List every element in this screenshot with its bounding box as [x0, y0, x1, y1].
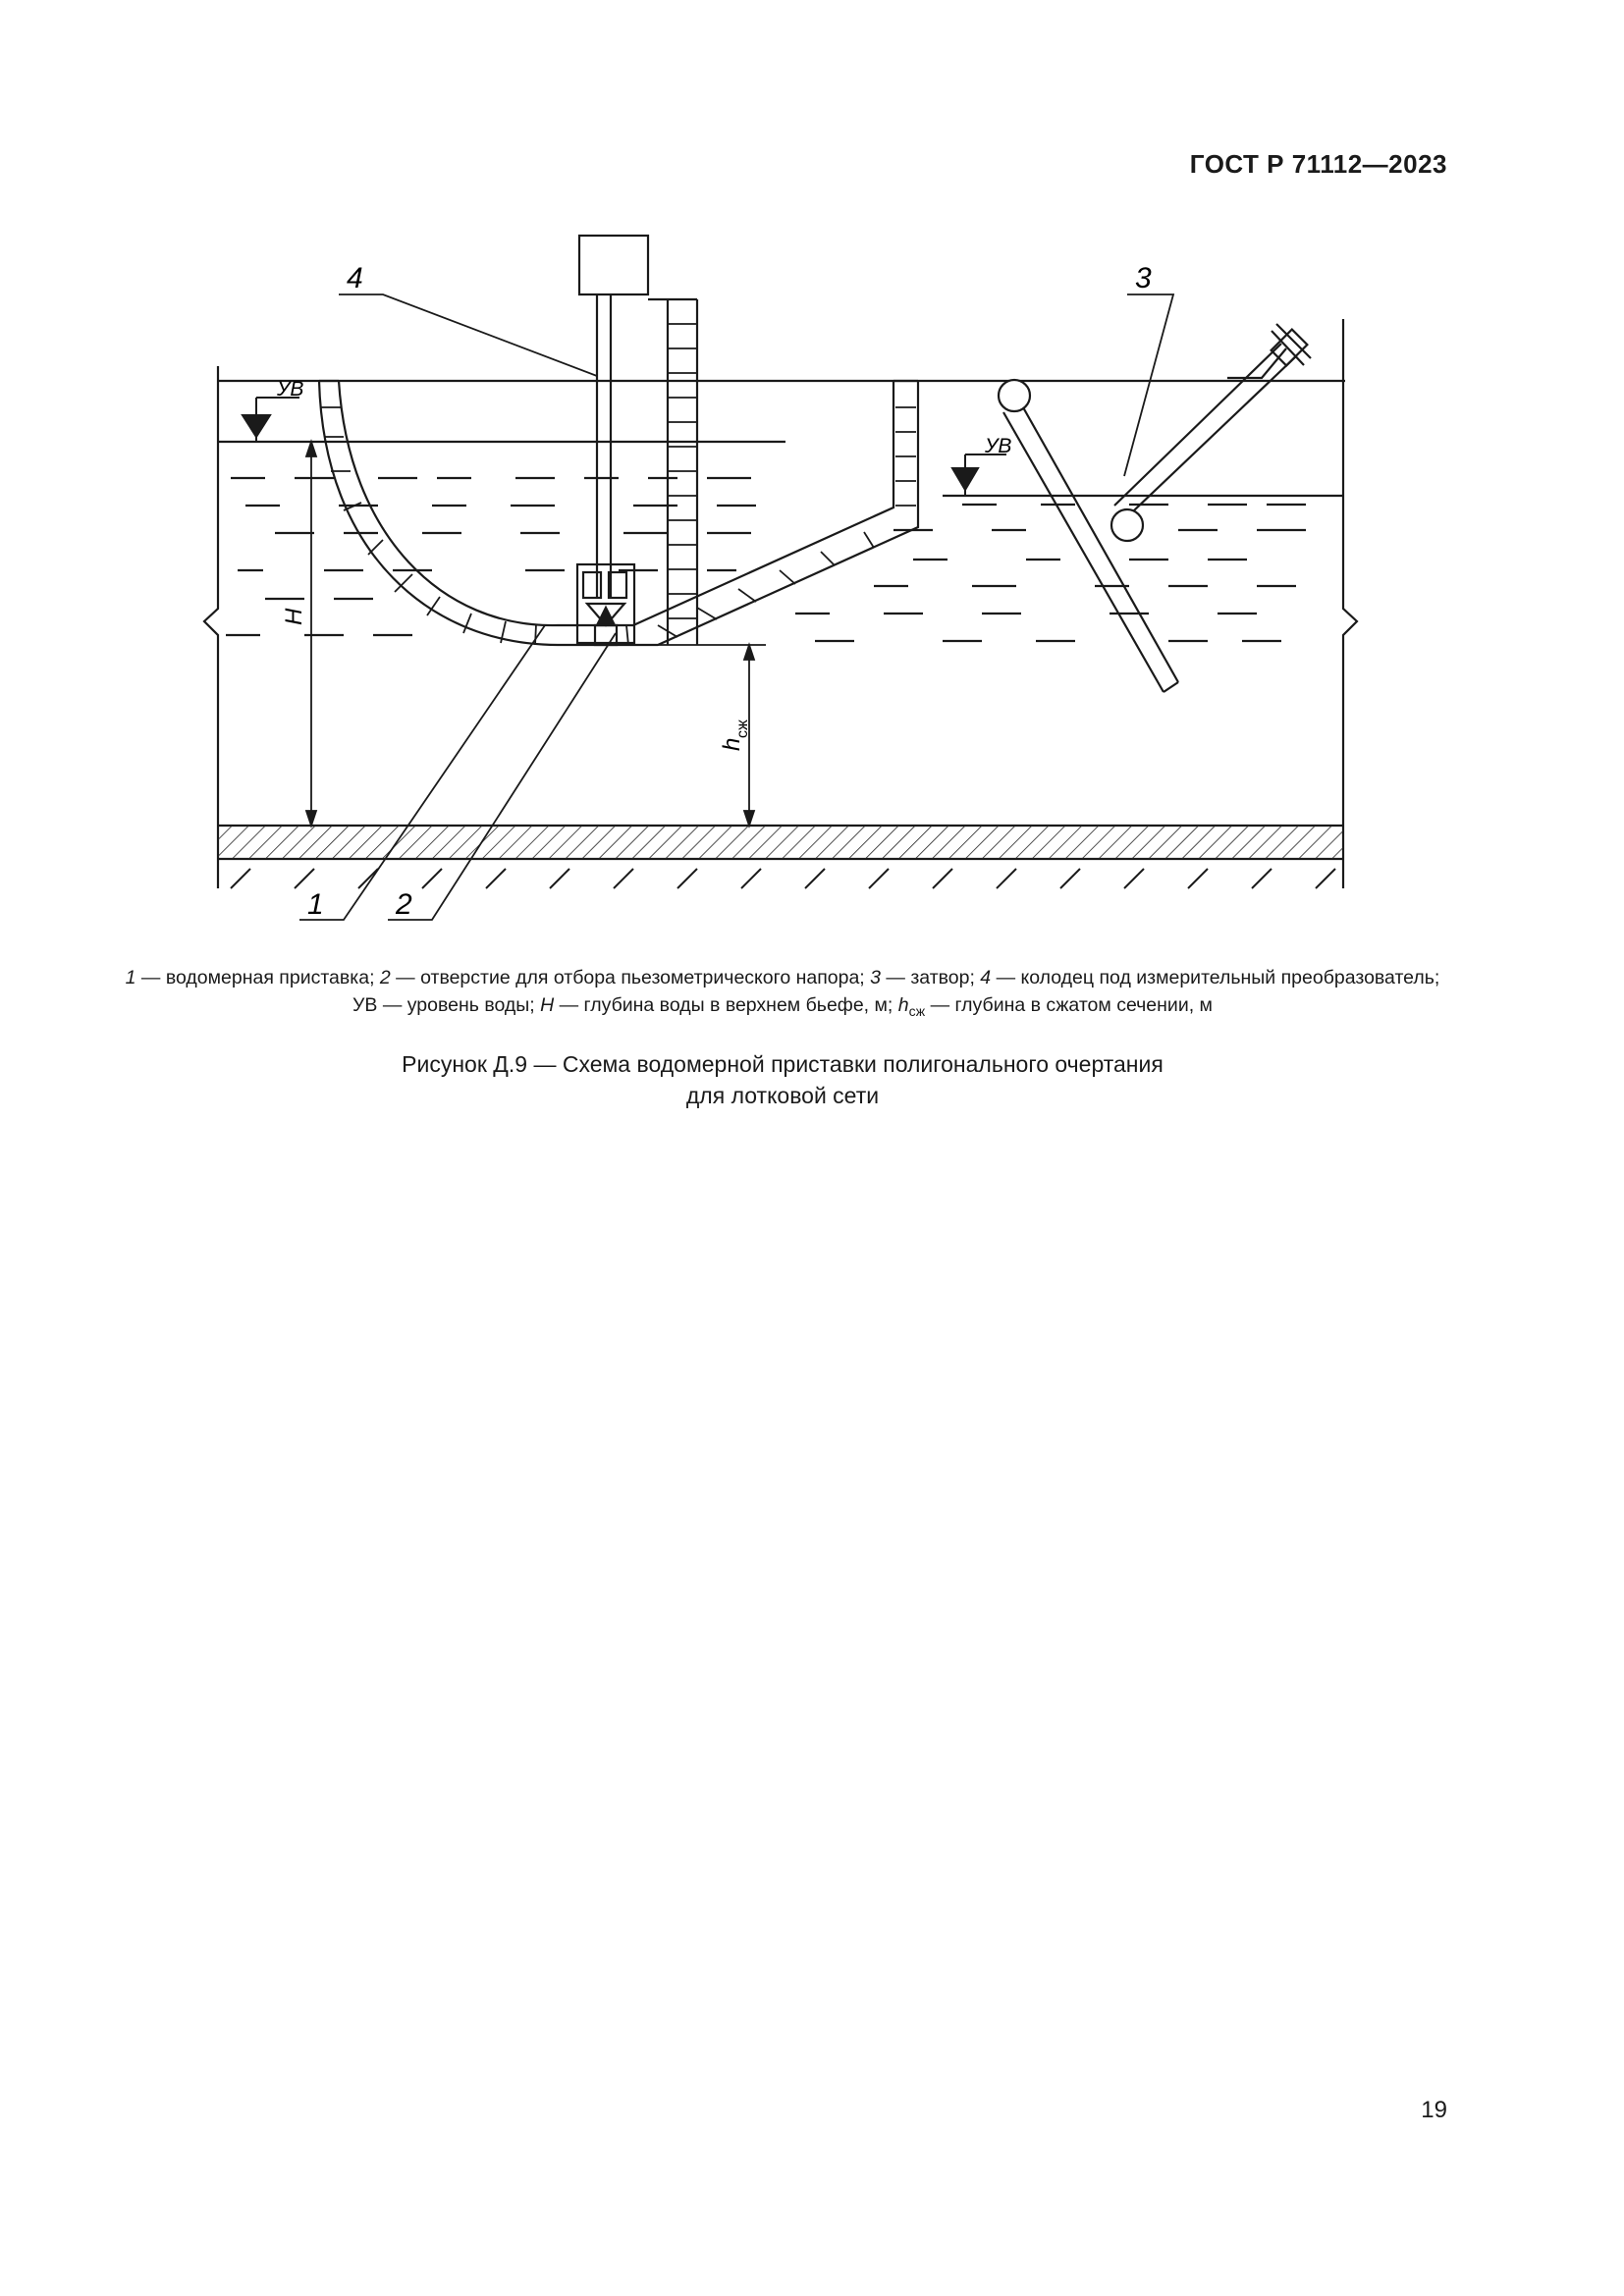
legend-num-4: 4: [980, 967, 992, 988]
dim-H-label: H: [281, 608, 307, 625]
caption-line-1: Рисунок Д.9 — Схема водомерной приставки полигонального очертания: [402, 1051, 1164, 1077]
page-number: 19: [1421, 2097, 1447, 2123]
document-id: ГОСТ Р 71112—2023: [1189, 149, 1447, 179]
right-wall-break: [1343, 319, 1357, 888]
legend-text-4: — колодец под измерительный преобразователь; УВ — уровень воды;: [352, 967, 1440, 1016]
callout-2: 2: [396, 888, 412, 921]
dim-h-sub: сж: [734, 720, 751, 738]
legend-text-3: — затвор;: [881, 967, 981, 988]
callout-3: 3: [1135, 262, 1152, 294]
legend-sym-h: h: [897, 994, 909, 1016]
upper-level-marker: [243, 398, 299, 442]
dim-h-label: [719, 720, 751, 751]
dim-h-main: h: [719, 737, 745, 751]
lower-level-label: УВ: [985, 435, 1012, 457]
left-wall-break: [204, 366, 218, 888]
legend-num-3: 3: [870, 967, 881, 988]
ground-hatch: [231, 869, 1335, 888]
legend-num-2: 2: [379, 967, 391, 988]
caption-line-2: для лотковой сети: [685, 1083, 880, 1108]
flume-diagram-svg: [187, 221, 1375, 942]
legend-text-h: — глубина в сжатом сечении, м: [925, 994, 1213, 1016]
figure-caption: [118, 1048, 1447, 1111]
legend-text-H: — глубина воды в верхнем бьефе, м;: [554, 994, 898, 1016]
gate: [999, 324, 1311, 692]
instrument-well: [577, 236, 697, 645]
legend-sym-h-sub: сж: [908, 1002, 926, 1019]
legend-text-1: — водомерная приставка;: [135, 967, 380, 988]
callout-1: 1: [307, 888, 324, 921]
transducer-box: [579, 236, 648, 294]
dimension-H: [306, 442, 316, 826]
legend-text-2: — отверстие для отбора пьезометрического напора;: [390, 967, 871, 988]
lower-level-marker: [952, 454, 1006, 496]
legend-sym-H: H: [540, 994, 555, 1016]
callout-4: 4: [347, 262, 363, 294]
upper-level-label: УВ: [277, 378, 304, 400]
figure-legend: [118, 964, 1447, 1025]
channel-bed-hatch: [218, 826, 1343, 859]
legend-num-1: 1: [125, 967, 136, 988]
flume-diagram: [187, 221, 1375, 942]
